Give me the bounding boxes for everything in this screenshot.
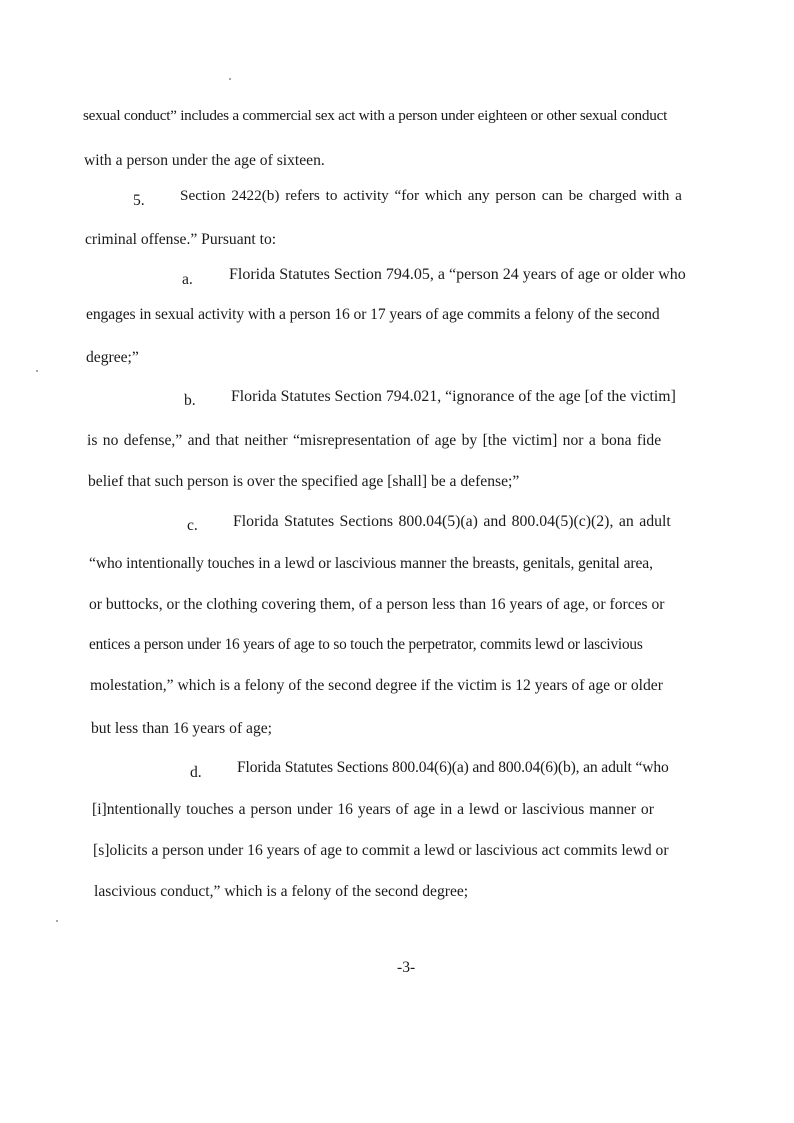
item-d-line-1: Florida Statutes Sections 800.04(6)(a) and 800.04(6)(b), an adult “who (237, 759, 669, 776)
item-d-line-2: [i]ntentionally touches a person under 16 years of age in a lewd or lascivious manner or (92, 801, 654, 818)
item-a-line-2: engages in sexual activity with a person 16 or 17 years of age commits a felony of the second (86, 306, 660, 323)
item-b-line-1: Florida Statutes Section 794.021, “ignorance of the age [of the victim] (231, 388, 676, 405)
scan-speck (36, 370, 38, 372)
paragraph-5-line-1: Section 2422(b) refers to activity “for which any person can be charged with a (180, 187, 682, 204)
item-b-line-2: is no defense,” and that neither “misrepresentation of age by [the victim] nor a bona fide (87, 432, 662, 449)
item-a-label: a. (182, 271, 193, 288)
item-c-line-4: entices a person under 16 years of age to so touch the perpetrator, commits lewd or lascivious (89, 636, 643, 653)
item-d-line-4: lascivious conduct,” which is a felony of the second degree; (94, 883, 469, 900)
item-d-label: d. (190, 764, 202, 781)
scan-speck (56, 920, 58, 922)
paragraph-5-number: 5. (133, 192, 145, 209)
item-c-line-1: Florida Statutes Sections 800.04(5)(a) and 800.04(5)(c)(2), an adult (233, 513, 671, 530)
page-number: -3- (397, 959, 416, 976)
item-c-line-5: molestation,” which is a felony of the second degree if the victim is 12 years of age or older (90, 677, 663, 694)
scan-speck (229, 78, 231, 80)
item-c-line-2: “who intentionally touches in a lewd or lascivious manner the breasts, genitals, genital area, (89, 555, 653, 572)
paragraph-5-line-2: criminal offense.” Pursuant to: (85, 231, 277, 248)
item-c-line-3: or buttocks, or the clothing covering them, of a person less than 16 years of age, or forces or (89, 596, 665, 613)
item-c-line-6: but less than 16 years of age; (91, 720, 273, 737)
intro-line-1: sexual conduct” includes a commercial sex act with a person under eighteen or other sexual conduct (83, 107, 668, 124)
item-a-line-1: Florida Statutes Section 794.05, a “person 24 years of age or older who (229, 266, 686, 283)
item-a-line-3: degree;” (86, 349, 139, 366)
item-b-label: b. (184, 392, 196, 409)
item-c-label: c. (187, 517, 198, 534)
intro-line-2: with a person under the age of sixteen. (84, 152, 325, 169)
item-d-line-3: [s]olicits a person under 16 years of age to commit a lewd or lascivious act commits lewd or (93, 842, 669, 859)
item-b-line-3: belief that such person is over the specified age [shall] be a defense;” (88, 473, 520, 490)
